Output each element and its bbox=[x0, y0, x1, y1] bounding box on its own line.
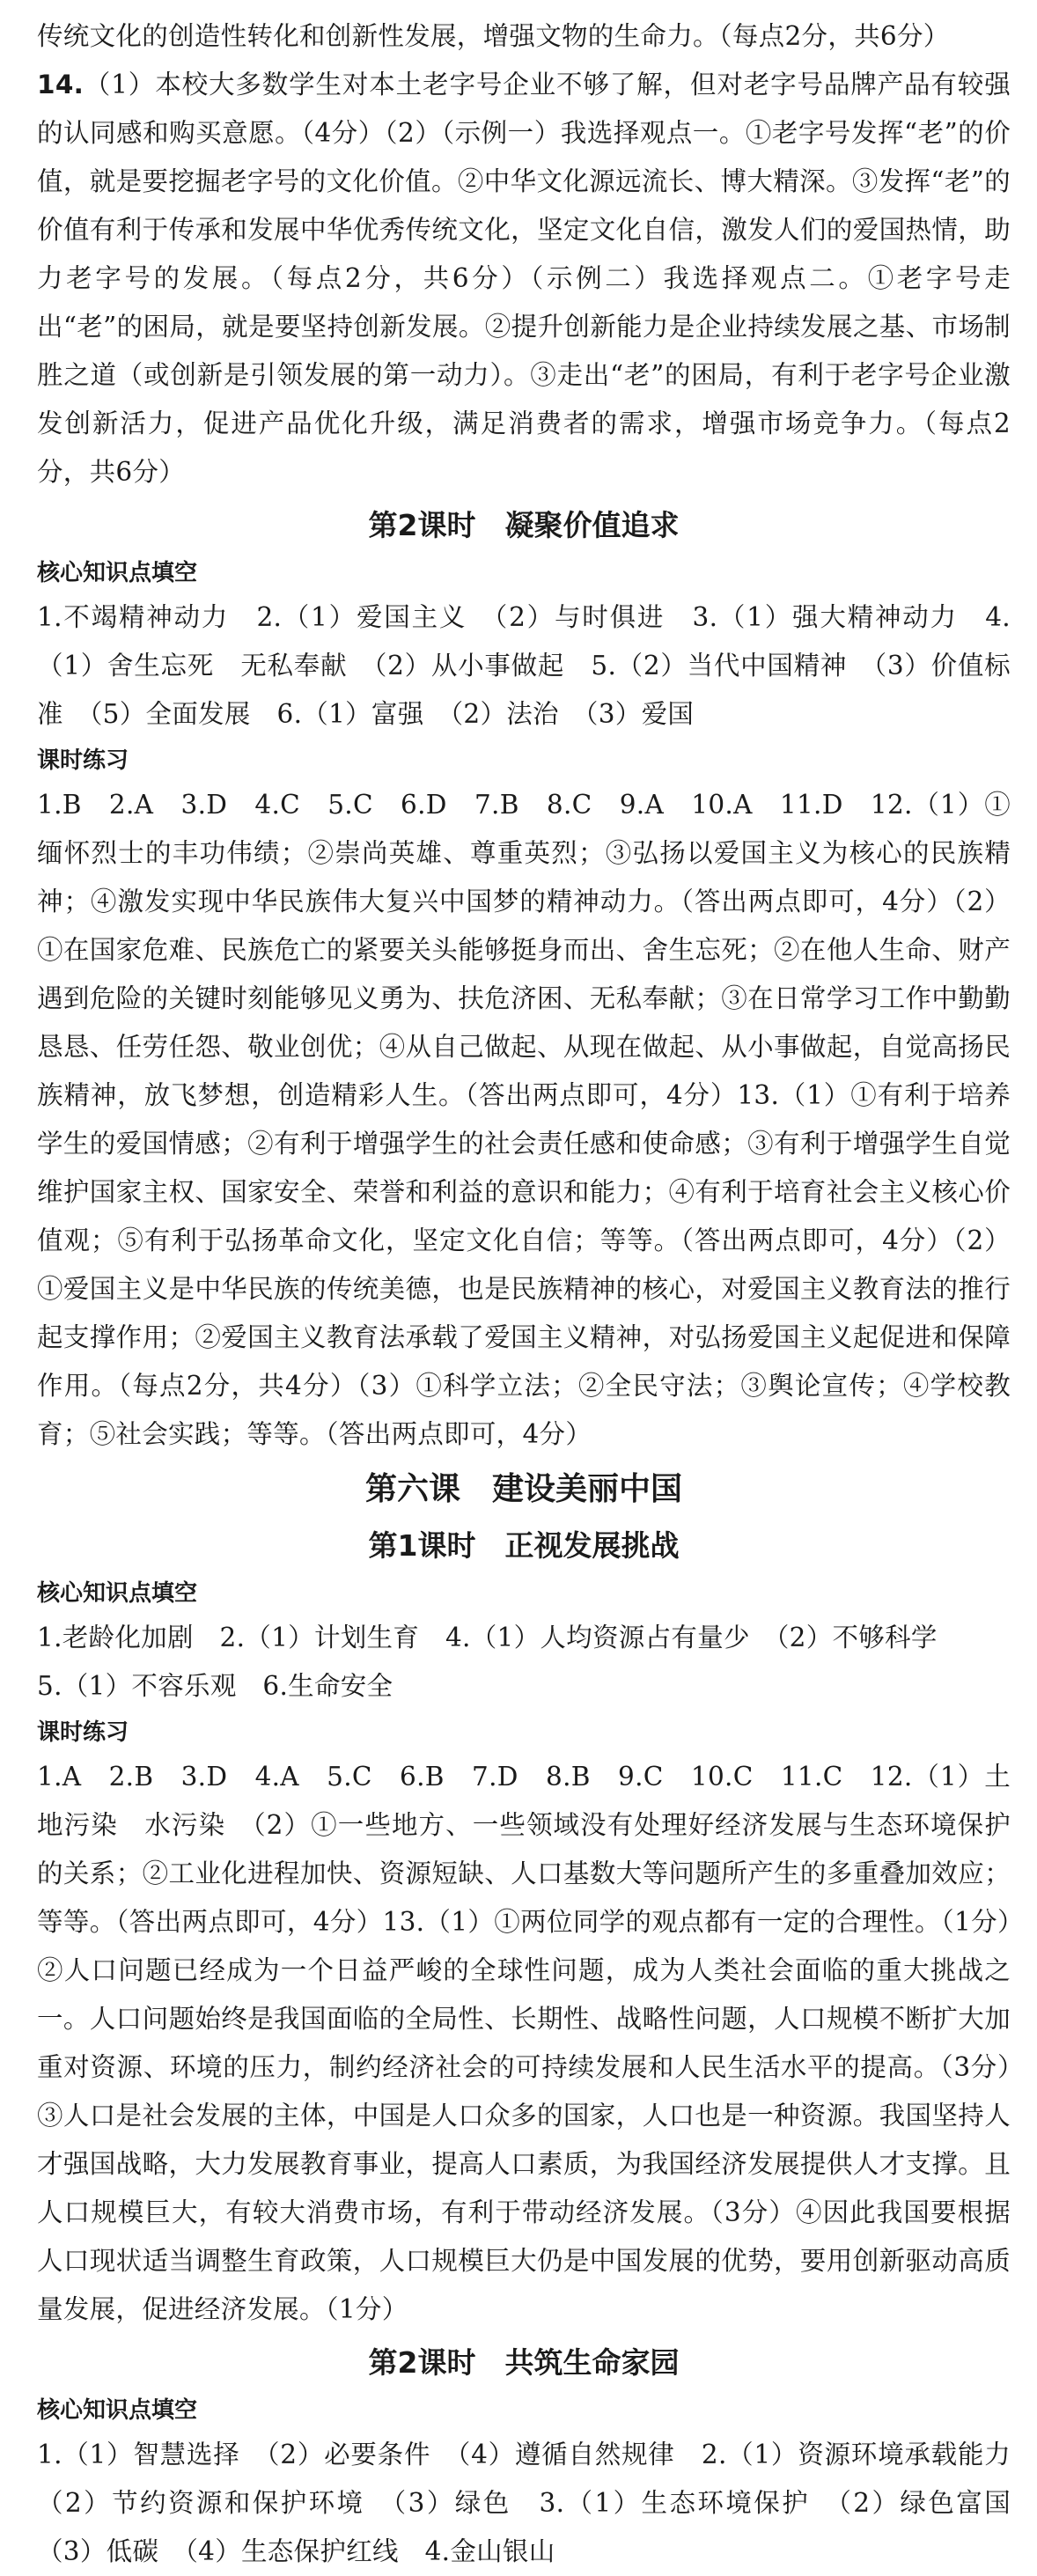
block-text: 1.A 2.B 3.D 4.A 5.C 6.B 7.D 8.B 9.C 10.C 11.C 12.（1）土地污染 水污染 （2）①一些地方、一些领域没有处理好经济发展与生态环境保护的关系；②工业化进程加快、资源短缺、人口基数大等问题所产生的多重叠加效应；等等。（答出两点即可，4分）13.（1）①两位同学的观点都有一定的合理性。（1分）②人口问题已经成为一个日益严峻的全球性问题，成为人类社会面临的重大挑战之一。人口问题始终是我国面临的全局性、长期性、战略性问题，人口规模不断扩大加重对资源、环境的压力，制约经济社会的可持续发展和人民生活水平的提高。（3分）③人口是社会发展的主体，中国是人口众多的国家，人口也是一种资源。我国坚持人才强国战略，大力发展教育事业，提高人口素质，为我国经济发展提供人才支撑。且人口规模巨大，有较大消费市场，有利于带动经济发展。（3分）④因此我国要根据人口现状适当调整生育政策，人口规模巨大仍是中国发展的优势，要用创新驱动高质量发展，促进经济发展。（1分） bbox=[37, 1762, 1011, 2324]
lesson-heading bbox=[37, 2337, 1011, 2388]
answer-paragraph bbox=[37, 1614, 1011, 1662]
block-text: 1.（1）智慧选择 （2）必要条件 （4）遵循自然规律 2.（1）资源环境承载能力 （2）节约资源和保护环境 （3）绿色 3.（1）生态环境保护 （2）绿色富国 （3）低碳 （4）生态保护红线 4.金山银山 bbox=[37, 2440, 1037, 2566]
lesson-heading bbox=[37, 1520, 1011, 1571]
block-text: 第2课时 共筑生命家园 bbox=[368, 2345, 680, 2380]
block-text: 第六课 建设美丽中国 bbox=[364, 1471, 682, 1507]
block-text: 第2课时 凝聚价值追求 bbox=[368, 508, 680, 542]
section-label bbox=[37, 2390, 1011, 2431]
block-text: 核心知识点填空 bbox=[37, 1580, 198, 1607]
answer-paragraph bbox=[37, 1662, 1011, 1711]
question-number: 14. bbox=[37, 70, 85, 99]
answer-paragraph bbox=[37, 1753, 1011, 2334]
block-text: 5.（1）不容乐观 6.生命安全 bbox=[37, 1671, 393, 1701]
block-text: 1.不竭精神动力 2.（1）爱国主义 （2）与时俱进 3.（1）强大精神动力 4.（1）舍生忘死 无私奉献 （2）从小事做起 5.（2）当代中国精神 （3）价值标准 （5）全面发展 6.（1）富强 （2）法治 （3）爱国 bbox=[37, 602, 1011, 729]
block-text: 第1课时 正视发展挑战 bbox=[368, 1528, 680, 1563]
block-text: 1.老龄化加剧 2.（1）计划生育 4.（1）人均资源占有量少 （2）不够科学 bbox=[37, 1623, 938, 1652]
section-label bbox=[37, 740, 1011, 781]
block-text: 课时练习 bbox=[37, 1719, 129, 1746]
unit-heading bbox=[37, 1462, 1011, 1517]
section-label bbox=[37, 553, 1011, 593]
answer-paragraph bbox=[37, 593, 1011, 739]
section-label bbox=[37, 1573, 1011, 1614]
block-text: 核心知识点填空 bbox=[37, 2397, 198, 2424]
block-text: （1）本校大多数学生对本土老字号企业不够了解，但对老字号品牌产品有较强的认同感和购买意愿。（4分）（2）（示例一）我选择观点一。①老字号发挥“老”的价值，就是要挖掘老字号的文化价值。②中华文化源远流长、博大精深。③发挥“老”的价值有利于传承和发展中华优秀传统文化，坚定文化自信，激发人们的爱国热情，助力老字号的发展。（每点2分，共6分）（示例二）我选择观点二。①老字号走出“老”的困局，就是要坚持创新发展。②提升创新能力是企业持续发展之基、市场制胜之道（或创新是引领发展的第一动力）。③走出“老”的困局，有利于老字号企业激发创新活力，促进产品优化升级，满足消费者的需求，增强市场竞争力。（每点2分，共6分） bbox=[37, 70, 1011, 487]
answer-key-page bbox=[37, 12, 1037, 2576]
answer-paragraph bbox=[37, 781, 1011, 1459]
block-text: 核心知识点填空 bbox=[37, 560, 198, 586]
answer-paragraph bbox=[37, 2431, 1037, 2576]
answer-paragraph bbox=[37, 61, 1011, 497]
block-text: 传统文化的创造性转化和创新性发展，增强文物的生命力。（每点2分，共6分） bbox=[37, 21, 950, 51]
answer-paragraph bbox=[37, 12, 1011, 61]
section-label bbox=[37, 1712, 1011, 1753]
block-text: 1.B 2.A 3.D 4.C 5.C 6.D 7.B 8.C 9.A 10.A 11.D 12.（1）①缅怀烈士的丰功伟绩；②崇尚英雄、尊重英烈；③弘扬以爱国主义为核心的民族精神；④激发实现中华民族伟大复兴中国梦的精神动力。（答出两点即可，4分）（2）①在国家危难、民族危亡的紧要关头能够挺身而出、舍生忘死；②在他人生命、财产遇到危险的关键时刻能够见义勇为、扶危济困、无私奉献；③在日常学习工作中勤勤恳恳、任劳任怨、敬业创优；④从自己做起、从现在做起、从小事做起，自觉高扬民族精神，放飞梦想，创造精彩人生。（答出两点即可，4分）13.（1）①有利于培养学生的爱国情感；②有利于增强学生的社会责任感和使命感；③有利于增强学生自觉维护国家主权、国家安全、荣誉和利益的意识和能力；④有利于培育社会主义核心价值观；⑤有利于弘扬革命文化，坚定文化自信；等等。（答出两点即可，4分）（2）①爱国主义是中华民族的传统美德，也是民族精神的核心，对爱国主义教育法的推行起支撑作用；②爱国主义教育法承载了爱国主义精神，对弘扬爱国主义起促进和保障作用。（每点2分，共4分）（3）①科学立法；②全民守法；③舆论宣传；④学校教育；⑤社会实践；等等。（答出两点即可，4分） bbox=[37, 790, 1011, 1449]
lesson-heading bbox=[37, 500, 1011, 551]
block-text: 课时练习 bbox=[37, 747, 129, 774]
